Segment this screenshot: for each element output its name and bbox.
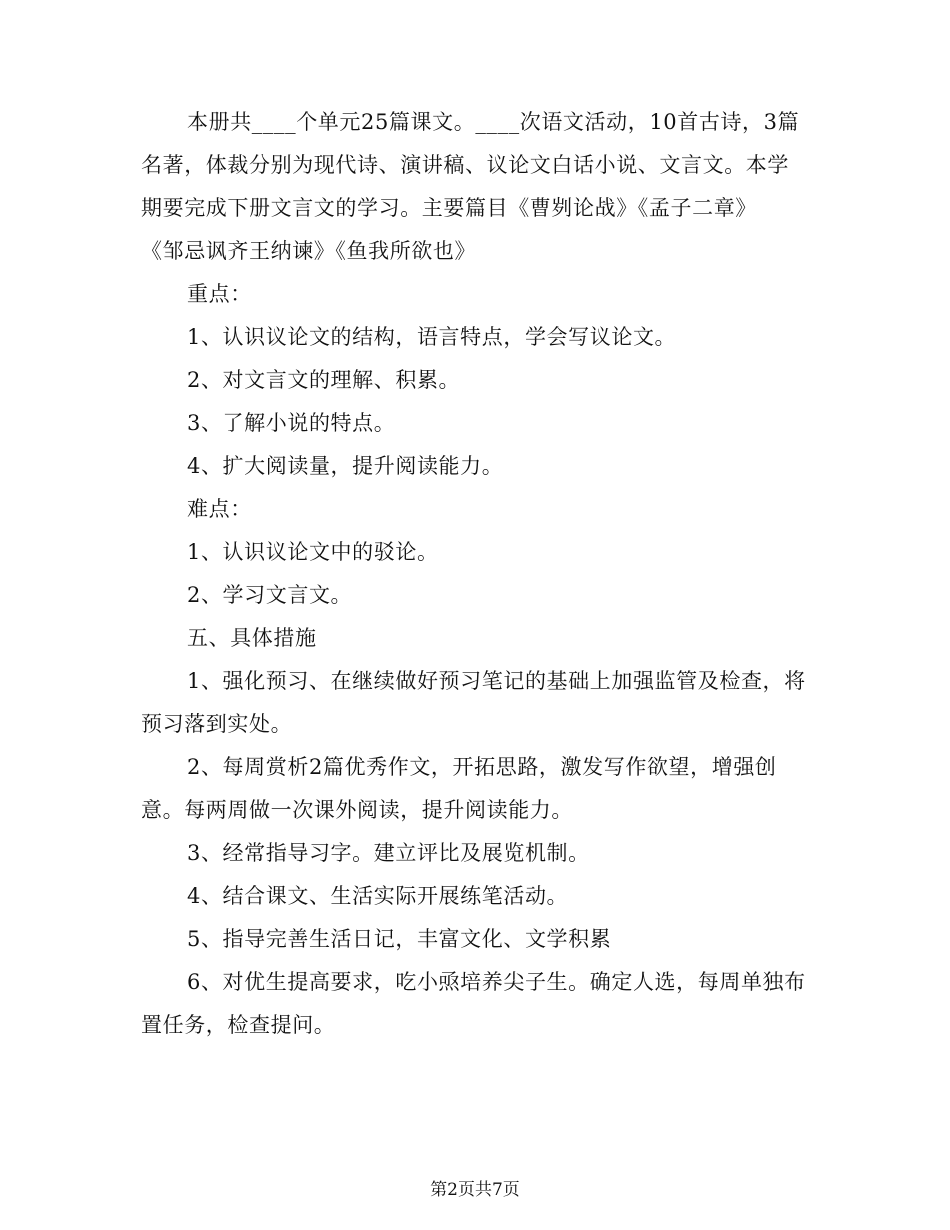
measure-item-2-line-1: 2、每周赏析2篇优秀作文，开拓思路，激发写作欲望，增强创 bbox=[187, 755, 777, 779]
measure-item-1-line-2: 预习落到实处。 bbox=[141, 712, 293, 736]
key-point-item-4: 4、扩大阅读量，提升阅读能力。 bbox=[187, 454, 504, 478]
measure-item-2-line-2: 意。每两周做一次课外阅读，提升阅读能力。 bbox=[141, 798, 573, 822]
heading-key-points: 重点： bbox=[187, 282, 252, 306]
difficulty-item-1: 1、认识议论文中的驳论。 bbox=[187, 540, 439, 564]
paragraph-intro-line-1: 本册共____个单元25篇课文。____次语文活动，10首古诗，3篇 bbox=[187, 110, 800, 134]
heading-measures: 五、具体措施 bbox=[187, 626, 317, 650]
key-point-item-1: 1、认识议论文的结构，语言特点，学会写议论文。 bbox=[187, 325, 677, 349]
key-point-item-2: 2、对文言文的理解、积累。 bbox=[187, 368, 461, 392]
measure-item-1-line-1: 1、强化预习、在继续做好预习笔记的基础上加强监管及检查，将 bbox=[187, 669, 806, 693]
paragraph-intro-line-4: 《邹忌讽齐王纳谏》《鱼我所欲也》 bbox=[141, 239, 477, 263]
measure-item-6-line-2: 置任务，检查提问。 bbox=[141, 1013, 336, 1037]
paragraph-intro-line-2: 名著，体裁分别为现代诗、演讲稿、议论文白话小说、文言文。本学 bbox=[141, 153, 789, 177]
measure-item-4: 4、结合课文、生活实际开展练笔活动。 bbox=[187, 884, 569, 908]
heading-difficulties: 难点： bbox=[187, 497, 252, 521]
measure-item-6-line-1: 6、对优生提高要求，吃小焏培养尖子生。确定人选，每周单独布 bbox=[187, 970, 806, 994]
difficulty-item-2: 2、学习文言文。 bbox=[187, 583, 353, 607]
measure-item-3: 3、经常指导习字。建立评比及展览机制。 bbox=[187, 841, 590, 865]
measure-item-5: 5、指导完善生活日记，丰富文化、文学积累 bbox=[187, 927, 612, 951]
paragraph-intro-line-3: 期要完成下册文言文的学习。主要篇目《曹刿论战》《孟子二章》 bbox=[141, 196, 757, 220]
key-point-item-3: 3、了解小说的特点。 bbox=[187, 411, 396, 435]
page-number-footer: 第2页共7页 bbox=[430, 1180, 520, 1200]
